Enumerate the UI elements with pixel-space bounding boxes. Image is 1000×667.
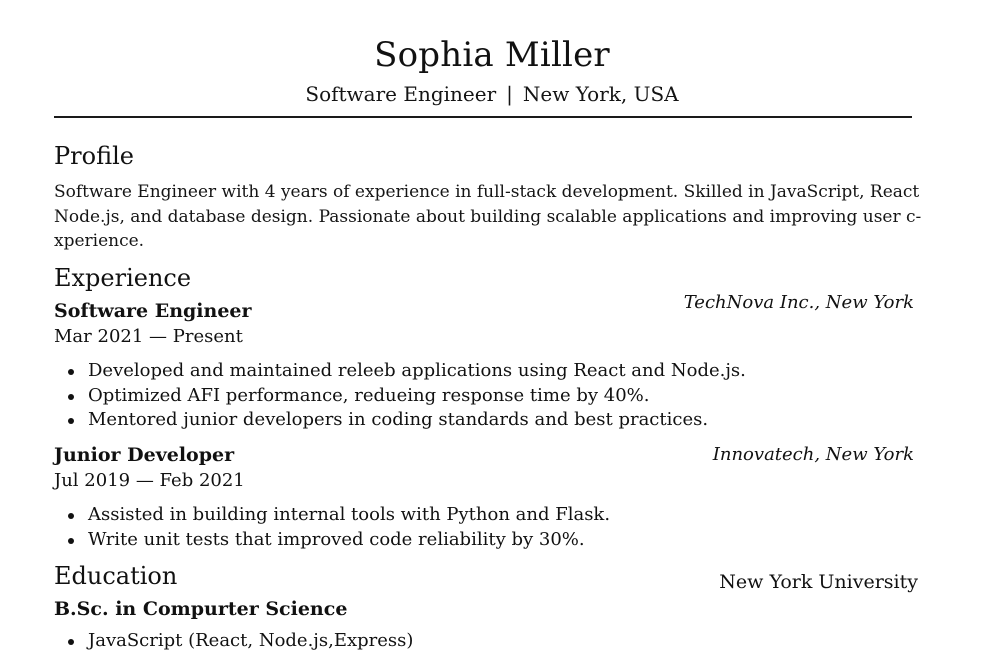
job-company-location: TechNova Inc., New York (683, 292, 914, 313)
job-dates: Mar 2021 — Present (54, 326, 243, 347)
list-item (54, 629, 413, 654)
section-title-education: Education (54, 562, 178, 590)
bullet-icon (68, 369, 74, 375)
list-item (54, 408, 746, 433)
job-title: Software Engineer (54, 300, 252, 322)
bullet-icon (68, 639, 74, 645)
bullet-text: Assisted in building internal tools with Python and Flask. (88, 504, 611, 525)
section-title-profile: Profile (54, 142, 134, 170)
list-item (54, 528, 610, 553)
job-title: Junior Developer (54, 444, 235, 466)
resume-location: New York, USA (522, 82, 679, 106)
list-item (54, 384, 746, 409)
job-bullets (54, 359, 746, 433)
bullet-icon (68, 538, 74, 544)
job-company-location: Innovatech, New York (712, 444, 914, 465)
subtitle-separator: | (506, 82, 513, 106)
resume-name: Sophia Miller (374, 35, 610, 75)
bullet-text: Developed and maintained releeb applications using React and Node.js. (88, 360, 746, 381)
header-divider (54, 116, 912, 118)
bullet-text: Write unit tests that improved code reliability by 30%. (88, 528, 585, 550)
bullet-icon (68, 394, 74, 400)
resume-role: Software Engineer (305, 82, 497, 106)
job-bullets (54, 503, 610, 552)
profile-line: xperience. (54, 231, 145, 251)
bullet-icon (68, 513, 74, 519)
bullet-text: Optimized AFI performance, redueing response time by 40%. (88, 384, 650, 406)
section-title-experience: Experience (54, 264, 192, 292)
profile-summary (54, 180, 924, 254)
education-bullets (54, 629, 413, 654)
list-item (54, 503, 610, 528)
profile-line: Software Engineer with 4 years of experience in full-stack development. Skilled in JavaScript, React (54, 182, 920, 202)
education-school: New York University (719, 571, 918, 593)
job-dates: Jul 2019 — Feb 2021 (54, 470, 245, 491)
bullet-text: Mentored junior developers in coding standards and best practices. (88, 409, 709, 430)
resume-subtitle (0, 80, 984, 108)
bullet-icon (68, 418, 74, 424)
profile-line: Node.js, and database design. Passionate about building scalable applications and improving user c- (54, 206, 922, 227)
education-degree: B.Sc. in Compurter Science (54, 598, 348, 620)
list-item (54, 359, 746, 384)
bullet-text: JavaScript (React, Node.js,Express) (88, 630, 414, 651)
